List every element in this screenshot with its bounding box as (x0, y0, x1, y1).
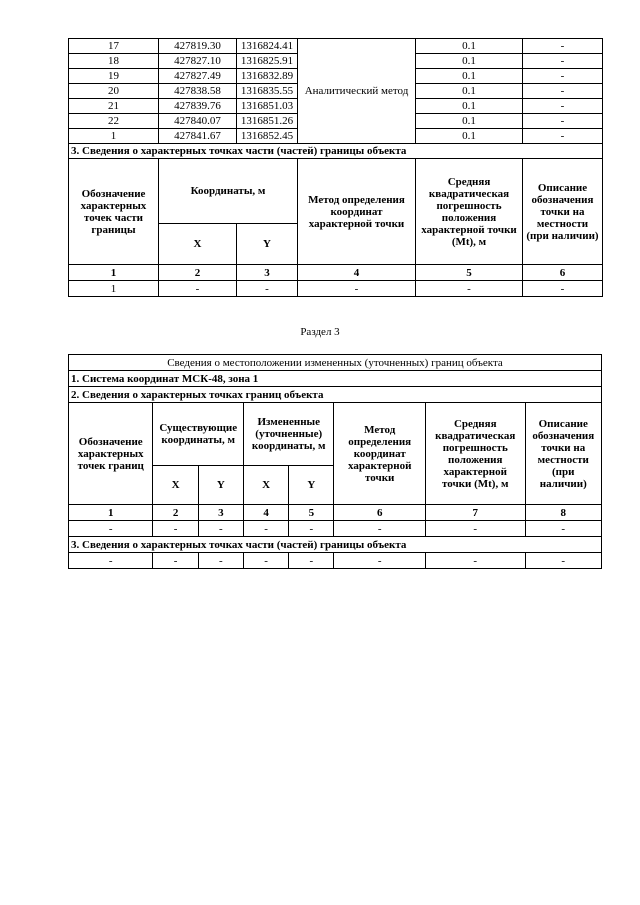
data-cell: - (69, 521, 153, 537)
coord-y: 1316851.26 (237, 114, 298, 129)
section-banner: Сведения о местоположении измененных (уточненных) границ объекта (69, 355, 602, 371)
data-cell: - (159, 281, 237, 297)
point-number: 18 (69, 54, 159, 69)
coord-y: 1316851.03 (237, 99, 298, 114)
data-cell: - (525, 553, 601, 569)
point-number: 20 (69, 84, 159, 99)
header-designation: Обозначение характерных точек части границы (69, 159, 159, 265)
mt-value: 0.1 (416, 129, 523, 144)
section-title-row (69, 144, 603, 159)
points-table (68, 38, 603, 297)
coord-system-row: 1. Система координат МСК-48, зона 1 (69, 371, 602, 387)
points-title-row: 2. Сведения о характерных точках границ объекта (69, 387, 602, 403)
data-cell: - (198, 521, 243, 537)
column-number-row (69, 265, 603, 281)
table-row (69, 39, 603, 54)
column-number: 2 (153, 505, 198, 521)
header-coords: Координаты, м (159, 159, 298, 224)
coord-x: 427840.07 (159, 114, 237, 129)
parts-section-title: 3. Сведения о характерных точках части (частей) границы объекта (69, 144, 603, 159)
data-cell: - (298, 281, 416, 297)
mt-value: 0.1 (416, 39, 523, 54)
point-number: 19 (69, 69, 159, 84)
changed-boundaries-table (68, 354, 602, 569)
coord-x: 427827.10 (159, 54, 237, 69)
coord-y: 1316832.89 (237, 69, 298, 84)
coord-y: 1316835.55 (237, 84, 298, 99)
header-changed: Измененные (уточненные) координаты, м (243, 403, 334, 466)
column-number: 7 (425, 505, 525, 521)
header-y-changed: Y (289, 466, 334, 505)
table-row (69, 553, 602, 569)
header-designation: Обозначение характерных точек границ (69, 403, 153, 505)
point-number: 17 (69, 39, 159, 54)
coord-y: 1316824.41 (237, 39, 298, 54)
mt-value: 0.1 (416, 99, 523, 114)
header-method: Метод определения координат характерной точки (334, 403, 426, 505)
column-number: 1 (69, 265, 159, 281)
header-row (69, 159, 603, 224)
description-value: - (523, 99, 603, 114)
coord-x: 427819.30 (159, 39, 237, 54)
column-number: 3 (237, 265, 298, 281)
description-value: - (523, 54, 603, 69)
column-number: 6 (334, 505, 426, 521)
header-x-existing: X (153, 466, 198, 505)
mt-value: 0.1 (416, 69, 523, 84)
column-number: 8 (525, 505, 601, 521)
column-number-row (69, 505, 602, 521)
method-cell: Аналитический метод (298, 39, 416, 144)
mt-value: 0.1 (416, 54, 523, 69)
mt-value: 0.1 (416, 114, 523, 129)
point-number: 21 (69, 99, 159, 114)
data-cell: - (425, 521, 525, 537)
coord-x: 427827.49 (159, 69, 237, 84)
header-existing: Существующие координаты, м (153, 403, 244, 466)
data-cell: - (198, 553, 243, 569)
header-x: X (159, 224, 237, 265)
header-y-existing: Y (198, 466, 243, 505)
point-number: 22 (69, 114, 159, 129)
data-cell: - (525, 521, 601, 537)
data-cell: - (153, 553, 198, 569)
data-cell: - (334, 521, 426, 537)
header-method: Метод определения координат характерной точки (298, 159, 416, 265)
data-cell: - (289, 553, 334, 569)
description-value: - (523, 84, 603, 99)
column-number: 5 (416, 265, 523, 281)
description-value: - (523, 129, 603, 144)
data-cell: 1 (69, 281, 159, 297)
data-cell: - (523, 281, 603, 297)
table-row (69, 281, 603, 297)
table-row (69, 521, 602, 537)
data-cell: - (153, 521, 198, 537)
data-cell: - (416, 281, 523, 297)
description-value: - (523, 69, 603, 84)
data-cell: - (289, 521, 334, 537)
column-number: 3 (198, 505, 243, 521)
data-cell: - (334, 553, 426, 569)
column-number: 2 (159, 265, 237, 281)
header-desc: Описание обозначения точки на местности (при наличии) (525, 403, 601, 505)
section-heading: Раздел 3 (300, 326, 340, 338)
coord-y: 1316825.91 (237, 54, 298, 69)
coord-x: 427839.76 (159, 99, 237, 114)
data-cell: - (237, 281, 298, 297)
description-value: - (523, 114, 603, 129)
column-number: 1 (69, 505, 153, 521)
point-number: 1 (69, 129, 159, 144)
data-cell: - (69, 553, 153, 569)
data-cell: - (425, 553, 525, 569)
column-number: 4 (298, 265, 416, 281)
column-number: 4 (243, 505, 288, 521)
column-number: 5 (289, 505, 334, 521)
mt-value: 0.1 (416, 84, 523, 99)
column-number: 6 (523, 265, 603, 281)
header-x-changed: X (243, 466, 288, 505)
header-mt: Средняя квадратическая погрешность положения характерной точки (Mt), м (416, 159, 523, 265)
coord-y: 1316852.45 (237, 129, 298, 144)
header-desc: Описание обозначения точки на местности (при наличии) (523, 159, 603, 265)
parts-title-row: 3. Сведения о характерных точках части (частей) границы объекта (69, 537, 602, 553)
data-cell: - (243, 521, 288, 537)
data-cell: - (243, 553, 288, 569)
description-value: - (523, 39, 603, 54)
header-mt: Средняя квадратическая погрешность положения характерной точки (Mt), м (425, 403, 525, 505)
header-y: Y (237, 224, 298, 265)
coord-x: 427841.67 (159, 129, 237, 144)
coord-x: 427838.58 (159, 84, 237, 99)
